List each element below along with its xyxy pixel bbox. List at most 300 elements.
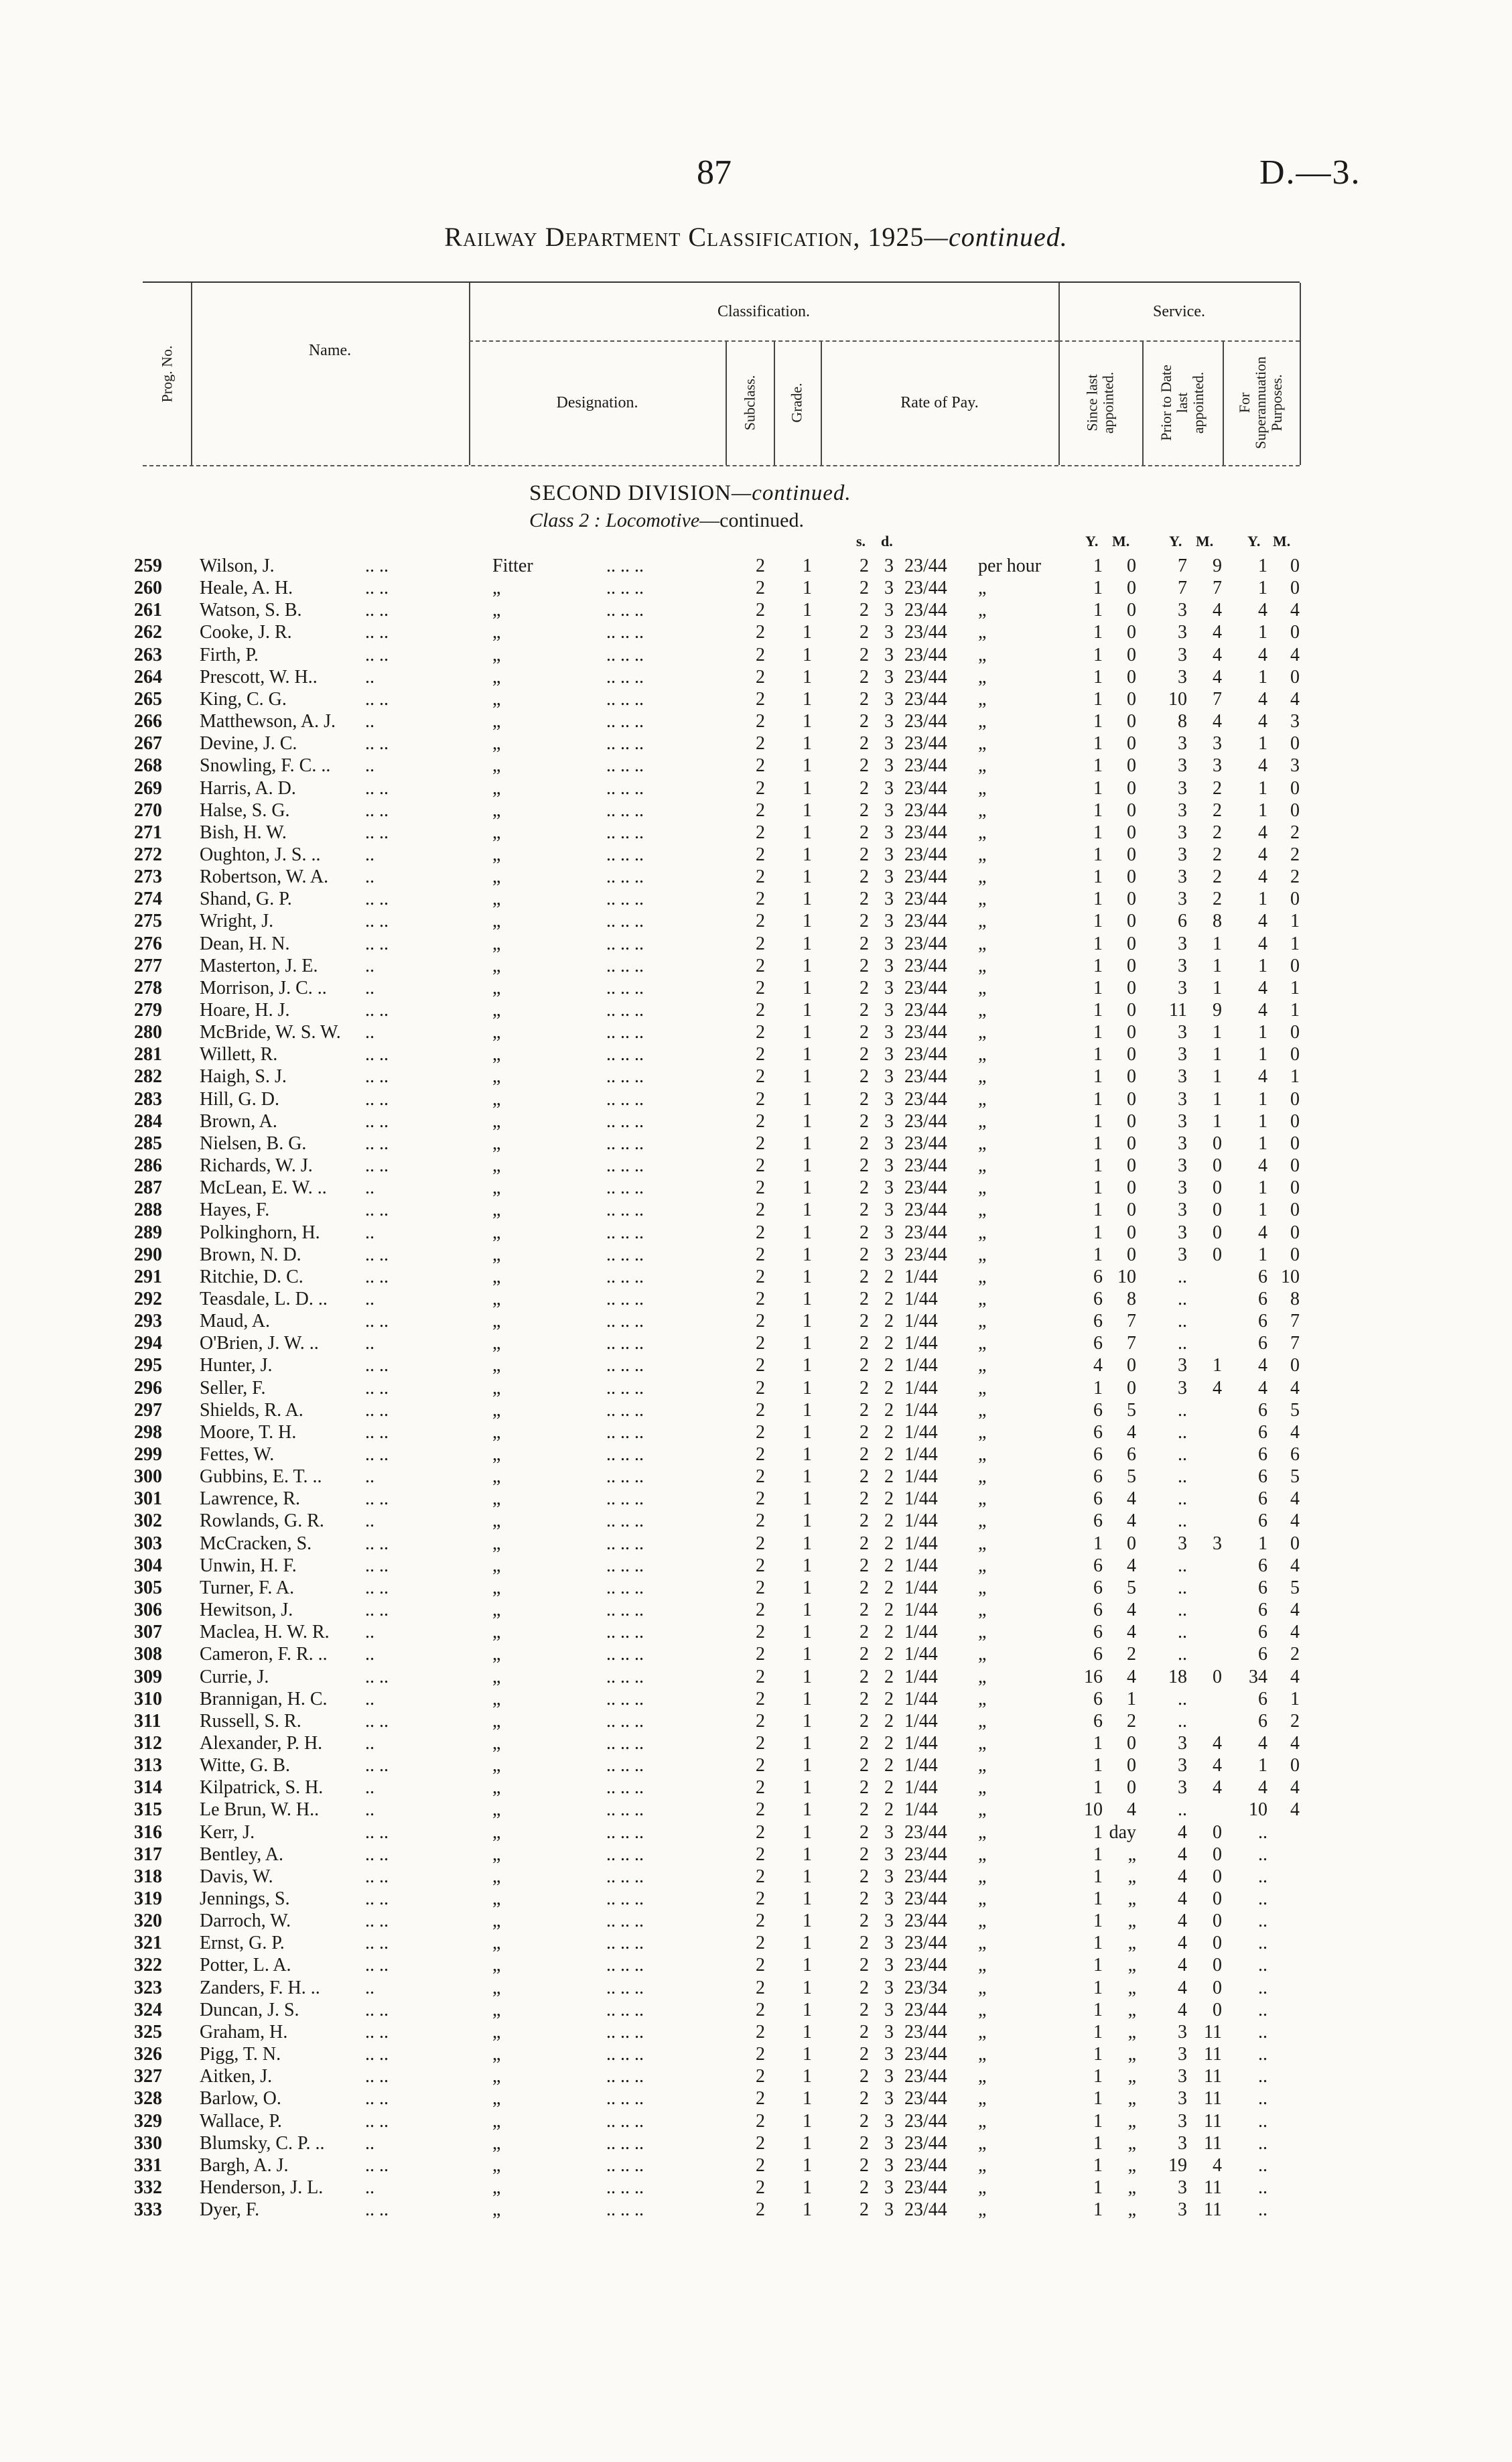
leader-dots: .. .. .. <box>606 1688 644 1709</box>
rate-pence: 3 <box>884 2021 894 2043</box>
staff-name: Hoare, H. J. <box>200 1000 290 1021</box>
staff-name: Snowling, F. C. .. <box>200 755 331 777</box>
prog-no: 323 <box>134 1977 162 1998</box>
subclass: 2 <box>756 1355 765 1376</box>
since-last-months: 4 <box>1127 1510 1136 1532</box>
staff-name: Cameron, F. R. .. <box>200 1644 328 1665</box>
rate-unit: „ <box>978 1444 987 1465</box>
rate-unit: „ <box>978 1466 987 1488</box>
prior-months: 0 <box>1213 1933 1222 1954</box>
since-last-months: „ <box>1127 1866 1136 1887</box>
designation: „ <box>492 1933 501 1954</box>
leader-dots: .. .. .. <box>606 578 644 599</box>
staff-name: Dyer, F. <box>200 2199 260 2221</box>
superannuation-months: 1 <box>1290 933 1300 954</box>
staff-name: Pigg, T. N. <box>200 2044 281 2065</box>
rate-unit: „ <box>978 911 987 932</box>
superannuation-years: .. <box>1258 2044 1267 2065</box>
rate-unit: „ <box>978 1955 987 1976</box>
leader-dots: .. .. <box>365 1421 389 1443</box>
rate-unit: „ <box>978 1933 987 1954</box>
leader-dots: .. .. .. <box>606 1710 644 1732</box>
subclass: 2 <box>756 1110 765 1132</box>
leader-dots: .. .. .. <box>606 1510 644 1532</box>
rate-shillings: 2 <box>860 2066 869 2087</box>
table-row <box>0 1110 1512 1132</box>
table-row <box>0 1443 1512 1466</box>
table-row <box>0 777 1512 799</box>
rate-fraction: 23/44 <box>904 1200 947 1221</box>
leader-dots: .. <box>365 1777 374 1799</box>
since-last-years: 6 <box>1093 1399 1103 1421</box>
since-last-years: 6 <box>1093 1688 1103 1709</box>
superannuation-months: 1 <box>1290 911 1300 932</box>
rate-fraction: 23/44 <box>904 578 947 599</box>
staff-name: Teasdale, L. D. .. <box>200 1288 328 1309</box>
leader-dots: .. <box>365 1622 374 1643</box>
since-last-years: 1 <box>1093 2088 1103 2110</box>
superannuation-years: 1 <box>1258 1110 1267 1132</box>
since-last-months: 4 <box>1127 1799 1136 1821</box>
since-last-months: 0 <box>1127 1110 1136 1132</box>
leader-dots: .. .. .. <box>606 1600 644 1621</box>
prog-no: 309 <box>134 1666 162 1687</box>
rate-unit: „ <box>978 1066 987 1088</box>
prog-no: 268 <box>134 755 162 777</box>
since-last-years: 6 <box>1093 1444 1103 1465</box>
superannuation-months: 4 <box>1290 644 1300 665</box>
rate-unit: „ <box>978 1510 987 1532</box>
rate-fraction: 23/44 <box>904 1866 947 1887</box>
leader-dots: .. .. <box>365 1710 389 1732</box>
prior-months: 7 <box>1213 688 1222 710</box>
since-last-months: 4 <box>1127 1421 1136 1443</box>
leader-dots: .. .. .. <box>606 866 644 888</box>
rate-unit: „ <box>978 644 987 665</box>
rate-pence: 2 <box>884 1444 894 1465</box>
designation: „ <box>492 1377 501 1399</box>
staff-name: McBride, W. S. W. <box>200 1022 341 1043</box>
leader-dots: .. .. <box>365 1044 389 1065</box>
prior-years: .. <box>1178 1488 1187 1510</box>
rate-unit: „ <box>978 1888 987 1909</box>
rate-unit: „ <box>978 2044 987 2065</box>
rate-pence: 2 <box>884 1666 894 1687</box>
grade: 1 <box>803 1066 812 1088</box>
rate-fraction: 23/44 <box>904 1244 947 1265</box>
superannuation-years: 1 <box>1258 955 1267 976</box>
rate-pence: 2 <box>884 1266 894 1287</box>
since-last-years: 1 <box>1093 2110 1103 2132</box>
prior-years: .. <box>1178 1333 1187 1354</box>
since-last-months: 0 <box>1127 1533 1136 1554</box>
since-last-years: 1 <box>1093 889 1103 910</box>
table-row <box>0 1932 1512 1954</box>
superannuation-years: 1 <box>1258 1044 1267 1065</box>
rate-shillings: 2 <box>860 1555 869 1576</box>
rate-shillings: 2 <box>860 2199 869 2221</box>
staff-name: Hill, G. D. <box>200 1088 279 1110</box>
rate-shillings: 2 <box>860 1732 869 1754</box>
subclass: 2 <box>756 799 765 821</box>
unit-shillings: s. <box>856 533 866 549</box>
prog-no: 276 <box>134 933 162 954</box>
prog-no: 328 <box>134 2088 162 2110</box>
rate-pence: 2 <box>884 1377 894 1399</box>
since-last-months: 0 <box>1127 1755 1136 1776</box>
rate-unit: „ <box>978 1399 987 1421</box>
superannuation-years: .. <box>1258 2021 1267 2043</box>
grade: 1 <box>803 1466 812 1488</box>
rate-pence: 2 <box>884 1710 894 1732</box>
superannuation-months: 4 <box>1290 600 1300 621</box>
prog-no: 329 <box>134 2110 162 2132</box>
rate-shillings: 2 <box>860 1311 869 1332</box>
rate-shillings: 2 <box>860 1466 869 1488</box>
grade: 1 <box>803 1355 812 1376</box>
superannuation-years: .. <box>1258 1866 1267 1887</box>
rate-fraction: 1/44 <box>904 1755 938 1776</box>
table-row <box>0 1555 1512 1577</box>
subclass: 2 <box>756 844 765 865</box>
rate-unit: „ <box>978 688 987 710</box>
prior-years: .. <box>1178 1266 1187 1287</box>
rate-pence: 3 <box>884 1088 894 1110</box>
rate-fraction: 23/44 <box>904 1999 947 2020</box>
rate-unit: „ <box>978 844 987 865</box>
prior-months: 3 <box>1213 755 1222 777</box>
grade: 1 <box>803 1777 812 1799</box>
leader-dots: .. .. <box>365 622 389 643</box>
since-last-years: 6 <box>1093 1622 1103 1643</box>
grade: 1 <box>803 822 812 843</box>
rate-unit: „ <box>978 1044 987 1065</box>
prior-years: 3 <box>1178 2044 1187 2065</box>
leader-dots: .. .. <box>365 1555 389 1576</box>
leader-dots: .. .. .. <box>606 733 644 755</box>
rate-shillings: 2 <box>860 1866 869 1887</box>
grade: 1 <box>803 1132 812 1154</box>
title-main: Railway Department Classification, 1925 <box>444 222 924 252</box>
prog-no: 273 <box>134 866 162 888</box>
superannuation-years: 6 <box>1258 1710 1267 1732</box>
rate-pence: 3 <box>884 711 894 732</box>
table-row <box>0 2021 1512 2043</box>
prior-years: 3 <box>1178 666 1187 688</box>
prior-years: 3 <box>1178 1177 1187 1199</box>
service-header: Service. <box>1153 302 1205 320</box>
table-row <box>0 1244 1512 1266</box>
rate-unit: „ <box>978 1710 987 1732</box>
class-title: Class 2 : Locomotive—continued. <box>529 509 804 531</box>
prog-no: 278 <box>134 977 162 998</box>
prior-months: 1 <box>1213 1066 1222 1088</box>
grade: 1 <box>803 578 812 599</box>
grade: 1 <box>803 1488 812 1510</box>
superannuation-months: 0 <box>1290 578 1300 599</box>
since-last-years: 1 <box>1093 2154 1103 2176</box>
designation: „ <box>492 1066 501 1088</box>
rate-shillings: 2 <box>860 799 869 821</box>
subclass: 2 <box>756 1177 765 1199</box>
rate-fraction: 1/44 <box>904 1577 938 1598</box>
prior-months: 0 <box>1213 1977 1222 1998</box>
staff-name: Polkinghorn, H. <box>200 1222 320 1243</box>
staff-name: Le Brun, W. H.. <box>200 1799 320 1821</box>
table-row <box>0 1621 1512 1643</box>
designation-header: Designation. <box>556 393 638 411</box>
grade: 1 <box>803 911 812 932</box>
table-row <box>0 910 1512 932</box>
prior-months: 4 <box>1213 1377 1222 1399</box>
leader-dots: .. .. .. <box>606 666 644 688</box>
grade: 1 <box>803 1288 812 1309</box>
rate-unit: „ <box>978 1288 987 1309</box>
prior-years: 3 <box>1178 1777 1187 1799</box>
prog-no: 281 <box>134 1044 162 1065</box>
prior-years: .. <box>1178 1311 1187 1332</box>
rate-pence: 2 <box>884 1421 894 1443</box>
rate-unit: „ <box>978 2177 987 2198</box>
staff-name: Bargh, A. J. <box>200 2154 289 2176</box>
table-row <box>0 666 1512 688</box>
grade: 1 <box>803 622 812 643</box>
prior-years: .. <box>1178 1466 1187 1488</box>
rate-shillings: 2 <box>860 1666 869 1687</box>
superannuation-months: 0 <box>1290 777 1300 799</box>
since-last-years: 6 <box>1093 1266 1103 1287</box>
subclass: 2 <box>756 1688 765 1709</box>
staff-name: Devine, J. C. <box>200 733 297 755</box>
table-row <box>0 2132 1512 2154</box>
prior-months: 4 <box>1213 644 1222 665</box>
subclass: 2 <box>756 688 765 710</box>
rate-shillings: 2 <box>860 1510 869 1532</box>
subclass: 2 <box>756 2066 765 2087</box>
table-row <box>0 644 1512 666</box>
grade: 1 <box>803 1888 812 1909</box>
rate-fraction: 1/44 <box>904 1600 938 1621</box>
prior-years: .. <box>1178 1510 1187 1532</box>
superannuation-years: 4 <box>1258 844 1267 865</box>
since-last-years: 16 <box>1084 1666 1103 1687</box>
rate-shillings: 2 <box>860 1888 869 1909</box>
rate-fraction: 1/44 <box>904 1510 938 1532</box>
superannuation-years: 4 <box>1258 1222 1267 1243</box>
leader-dots: .. <box>365 2177 374 2198</box>
table-row <box>0 1377 1512 1399</box>
rate-unit: „ <box>978 1355 987 1376</box>
rate-unit: „ <box>978 1755 987 1776</box>
prog-no: 310 <box>134 1688 162 1709</box>
superannuation-years: 4 <box>1258 1732 1267 1754</box>
leader-dots: .. .. .. <box>606 1755 644 1776</box>
rate-unit: „ <box>978 1666 987 1687</box>
leader-dots: .. .. .. <box>606 1821 644 1843</box>
prior-years: .. <box>1178 1799 1187 1821</box>
since-last-months: 0 <box>1127 933 1136 954</box>
prior-months: 1 <box>1213 955 1222 976</box>
subclass: 2 <box>756 1510 765 1532</box>
grade: 1 <box>803 733 812 755</box>
rate-shillings: 2 <box>860 1066 869 1088</box>
leader-dots: .. .. <box>365 644 389 665</box>
superannuation-years: 4 <box>1258 755 1267 777</box>
rate-unit: „ <box>978 1644 987 1665</box>
leader-dots: .. .. .. <box>606 1777 644 1799</box>
leader-dots: .. .. <box>365 2021 389 2043</box>
since-last-years: 6 <box>1093 1466 1103 1488</box>
superannuation-years: .. <box>1258 2088 1267 2110</box>
leader-dots: .. .. .. <box>606 1843 644 1865</box>
prior-years: .. <box>1178 1710 1187 1732</box>
since-last-months: 0 <box>1127 1732 1136 1754</box>
table-row <box>0 1843 1512 1866</box>
subclass: 2 <box>756 1777 765 1799</box>
subclass: 2 <box>756 2154 765 2176</box>
superannuation-years: 1 <box>1258 799 1267 821</box>
rate-unit: „ <box>978 1266 987 1287</box>
rate-shillings: 2 <box>860 1910 869 1932</box>
rate-fraction: 23/44 <box>904 866 947 888</box>
rate-fraction: 23/44 <box>904 977 947 998</box>
leader-dots: .. .. <box>365 1355 389 1376</box>
designation: „ <box>492 1799 501 1821</box>
grade: 1 <box>803 666 812 688</box>
rate-unit: „ <box>978 933 987 954</box>
rate-unit: „ <box>978 1622 987 1643</box>
staff-name: Cooke, J. R. <box>200 622 292 643</box>
prog-no: 269 <box>134 777 162 799</box>
leader-dots: .. .. .. <box>606 755 644 777</box>
leader-dots: .. .. <box>365 2088 389 2110</box>
subclass: 2 <box>756 1977 765 1998</box>
superannuation-years: 1 <box>1258 666 1267 688</box>
staff-name: Fettes, W. <box>200 1444 275 1465</box>
rate-shillings: 2 <box>860 600 869 621</box>
prior-months: 0 <box>1213 1999 1222 2020</box>
prior-months: 4 <box>1213 622 1222 643</box>
table-row <box>0 1266 1512 1288</box>
designation: „ <box>492 2199 501 2221</box>
leader-dots: .. .. <box>365 733 389 755</box>
superannuation-years: 4 <box>1258 822 1267 843</box>
superannuation-years: 1 <box>1258 622 1267 643</box>
staff-name: Willett, R. <box>200 1044 278 1065</box>
prior-years: 4 <box>1178 1821 1187 1843</box>
superannuation-years: 4 <box>1258 1155 1267 1177</box>
leader-dots: .. <box>365 1022 374 1043</box>
designation: „ <box>492 2132 501 2154</box>
designation: „ <box>492 1888 501 1909</box>
rate-fraction: 23/44 <box>904 1821 947 1843</box>
since-last-months: 7 <box>1127 1333 1136 1354</box>
superannuation-years: 1 <box>1258 1088 1267 1110</box>
prior-years: 3 <box>1178 2132 1187 2154</box>
staff-name: Currie, J. <box>200 1666 269 1687</box>
subclass: 2 <box>756 822 765 843</box>
rate-pence: 2 <box>884 1644 894 1665</box>
rate-shillings: 2 <box>860 889 869 910</box>
leader-dots: .. .. .. <box>606 1066 644 1088</box>
since-last-years: 1 <box>1093 1110 1103 1132</box>
since-last-years: 1 <box>1093 2199 1103 2221</box>
rate-unit: „ <box>978 2132 987 2154</box>
prog-no: 285 <box>134 1132 162 1154</box>
leader-dots: .. <box>365 1466 374 1488</box>
prior-years: 3 <box>1178 1222 1187 1243</box>
superannuation-years: 6 <box>1258 1444 1267 1465</box>
rate-unit: „ <box>978 1132 987 1154</box>
rate-pence: 2 <box>884 1333 894 1354</box>
leader-dots: .. <box>365 666 374 688</box>
superannuation-years: 1 <box>1258 1755 1267 1776</box>
subclass: 2 <box>756 1288 765 1309</box>
since-last-months: 0 <box>1127 866 1136 888</box>
superannuation-months: 1 <box>1290 1066 1300 1088</box>
prog-no: 316 <box>134 1821 162 1843</box>
since-last-months: 0 <box>1127 1244 1136 1265</box>
prior-months: 2 <box>1213 799 1222 821</box>
prior-months: 2 <box>1213 889 1222 910</box>
prior-months: 8 <box>1213 911 1222 932</box>
staff-name: Hunter, J. <box>200 1355 273 1376</box>
leader-dots: .. .. <box>365 1200 389 1221</box>
table-row <box>0 577 1512 599</box>
rate-shillings: 2 <box>860 822 869 843</box>
rate-pence: 3 <box>884 799 894 821</box>
subclass: 2 <box>756 1533 765 1554</box>
leader-dots: .. .. .. <box>606 644 644 665</box>
rate-pence: 2 <box>884 1555 894 1576</box>
since-last-months: 0 <box>1127 977 1136 998</box>
superannuation-months: 0 <box>1290 556 1300 576</box>
subclass: 2 <box>756 1644 765 1665</box>
since-last-years: 6 <box>1093 1577 1103 1598</box>
staff-name: Jennings, S. <box>200 1888 290 1909</box>
since-last-months: 0 <box>1127 733 1136 755</box>
superannuation-years: .. <box>1258 2066 1267 2087</box>
rate-pence: 3 <box>884 1155 894 1177</box>
leader-dots: .. <box>365 866 374 888</box>
rate-shillings: 2 <box>860 1444 869 1465</box>
rate-fraction: 23/44 <box>904 644 947 665</box>
prior-months: 0 <box>1213 1200 1222 1221</box>
since-last-years: 1 <box>1093 2177 1103 2198</box>
prog-no: 332 <box>134 2177 162 2198</box>
superannuation-years: 1 <box>1258 1244 1267 1265</box>
grade: 1 <box>803 2154 812 2176</box>
table-row <box>0 1577 1512 1599</box>
rate-shillings: 2 <box>860 1399 869 1421</box>
since-last-months: 0 <box>1127 1222 1136 1243</box>
rate-pence: 2 <box>884 1288 894 1309</box>
rate-shillings: 2 <box>860 1688 869 1709</box>
rate-unit: „ <box>978 2110 987 2132</box>
staff-name: Barlow, O. <box>200 2088 281 2110</box>
designation: „ <box>492 1555 501 1576</box>
subclass: 2 <box>756 1577 765 1598</box>
leader-dots: .. <box>365 1288 374 1309</box>
staff-name: Prescott, W. H.. <box>200 666 318 688</box>
rate-pence: 3 <box>884 2088 894 2110</box>
staff-name: Halse, S. G. <box>200 799 290 821</box>
classification-header: Classification. <box>717 302 810 320</box>
prior-years: .. <box>1178 1288 1187 1309</box>
rate-unit: „ <box>978 711 987 732</box>
superannuation-months: 4 <box>1290 1421 1300 1443</box>
staff-name: Turner, F. A. <box>200 1577 295 1598</box>
